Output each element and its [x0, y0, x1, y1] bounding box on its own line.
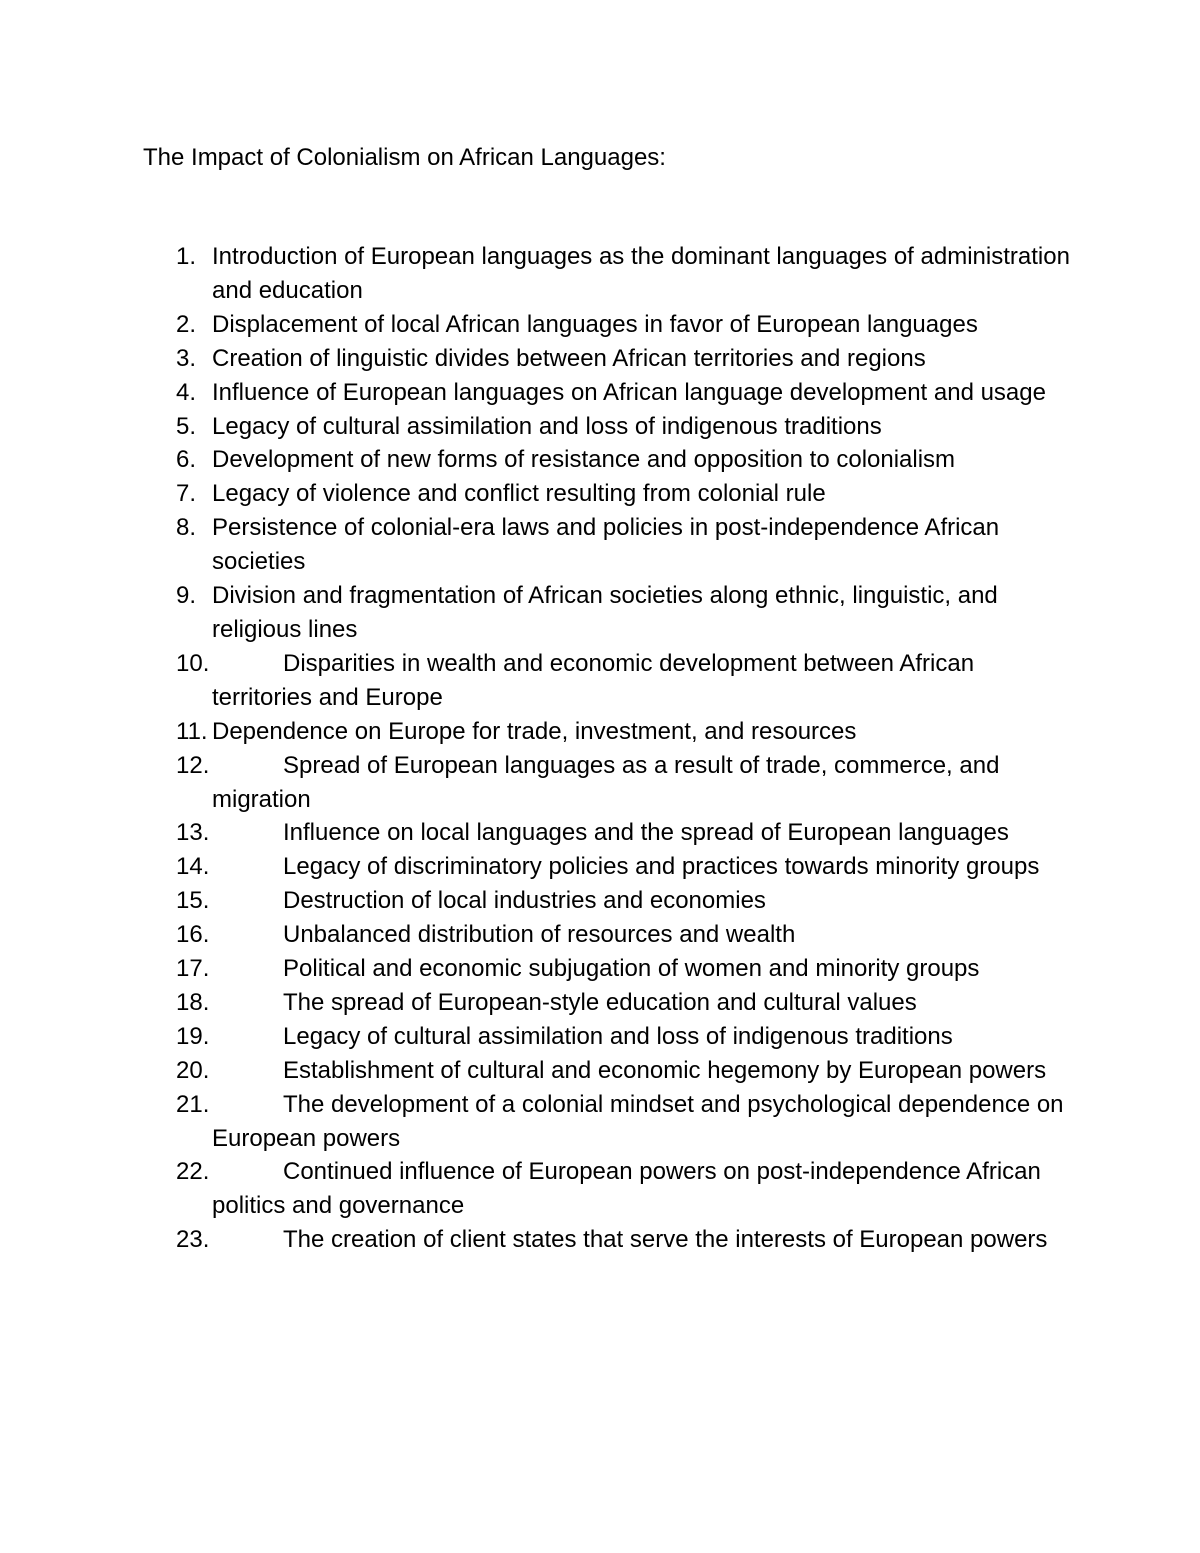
list-text: Persistence of colonial-era laws and policies in post-independence African societies — [212, 514, 1006, 576]
list-text: Disparities in wealth and economic development between African territories and Europe — [212, 649, 981, 711]
list-number: 8. — [176, 514, 197, 542]
list-number: 23. — [176, 1226, 210, 1254]
list-item — [0, 1088, 1200, 1156]
list-number: 4. — [176, 378, 197, 406]
list-item — [0, 952, 1200, 986]
list-number: 17. — [176, 955, 210, 983]
list-number: 1. — [176, 243, 197, 270]
list-number: 6. — [176, 446, 197, 474]
list-item — [0, 410, 1200, 444]
list-number: 13. — [176, 819, 210, 847]
list-number: 16. — [176, 921, 210, 949]
list-text: The spread of European-style education and cultural values — [283, 988, 917, 1016]
list-text: Legacy of cultural assimilation and loss of indigenous traditions — [283, 1022, 953, 1050]
list-text: The development of a colonial mindset and psychological dependence on European powers — [212, 1090, 1071, 1152]
list-number: 20. — [176, 1056, 210, 1084]
list-text: Creation of linguistic divides between African territories and regions — [212, 344, 926, 372]
list-number: 11. — [176, 717, 208, 745]
list-text: Influence of European languages on African language development and usage — [212, 378, 1046, 406]
list-number: 9. — [176, 582, 197, 610]
list-text: Influence on local languages and the spread of European languages — [283, 819, 1009, 847]
list-text: Legacy of cultural assimilation and loss of indigenous traditions — [212, 412, 882, 440]
list-number: 14. — [176, 853, 210, 881]
list-number: 18. — [176, 988, 210, 1016]
list-text: Development of new forms of resistance and opposition to colonialism — [212, 446, 956, 474]
list-text: Spread of European languages as a result of trade, commerce, and migration — [212, 751, 1007, 813]
list-number: 3. — [176, 344, 197, 372]
list-item — [0, 1054, 1200, 1088]
list-number: 12. — [176, 751, 210, 779]
list-item — [0, 376, 1200, 410]
list-number: 10. — [176, 649, 210, 677]
list-number: 7. — [176, 480, 197, 508]
list-item — [0, 986, 1200, 1020]
list-text: The creation of client states that serve the interests of European powers — [283, 1226, 1048, 1254]
list-number: 2. — [176, 310, 197, 338]
list-text: Dependence on Europe for trade, investment, and resources — [212, 717, 857, 745]
list-text: Unbalanced distribution of resources and wealth — [283, 921, 796, 949]
list-item — [0, 1020, 1200, 1054]
list-text: Establishment of cultural and economic hegemony by European powers — [283, 1056, 1047, 1084]
list-item — [0, 443, 1200, 477]
list-item — [0, 918, 1200, 952]
list-item — [0, 1223, 1200, 1257]
list-text: Legacy of discriminatory policies and practices towards minority groups — [283, 853, 1040, 881]
list-number: 15. — [176, 887, 210, 915]
list-item — [0, 579, 1200, 647]
list-text: Destruction of local industries and economies — [283, 887, 766, 915]
list-number: 21. — [176, 1090, 210, 1118]
list-item — [0, 884, 1200, 918]
list-text: Introduction of European languages as the dominant languages of administration and education — [212, 243, 1077, 304]
list-item — [0, 816, 1200, 850]
list-item — [0, 850, 1200, 884]
document-title: The Impact of Colonialism on African Languages: — [143, 144, 666, 171]
list-text: Legacy of violence and conflict resulting from colonial rule — [212, 480, 826, 508]
list-item — [0, 240, 1200, 308]
list-item — [0, 477, 1200, 511]
list-item — [0, 749, 1200, 817]
list-number: 5. — [176, 412, 197, 440]
list-number: 19. — [176, 1022, 210, 1050]
list-number: 22. — [176, 1158, 210, 1186]
list-text: Division and fragmentation of African societies along ethnic, linguistic, and religious lines — [212, 582, 1005, 643]
list-item — [0, 647, 1200, 715]
list-item — [0, 308, 1200, 342]
list-item — [0, 342, 1200, 376]
list-item — [0, 715, 1200, 749]
list-text: Displacement of local African languages in favor of European languages — [212, 310, 978, 338]
list-item — [0, 511, 1200, 579]
list-item — [0, 1155, 1200, 1223]
list-text: Continued influence of European powers on post-independence African politics and governance — [212, 1158, 1048, 1220]
list-text: Political and economic subjugation of women and minority groups — [283, 955, 980, 983]
numbered-list — [0, 240, 1200, 1257]
